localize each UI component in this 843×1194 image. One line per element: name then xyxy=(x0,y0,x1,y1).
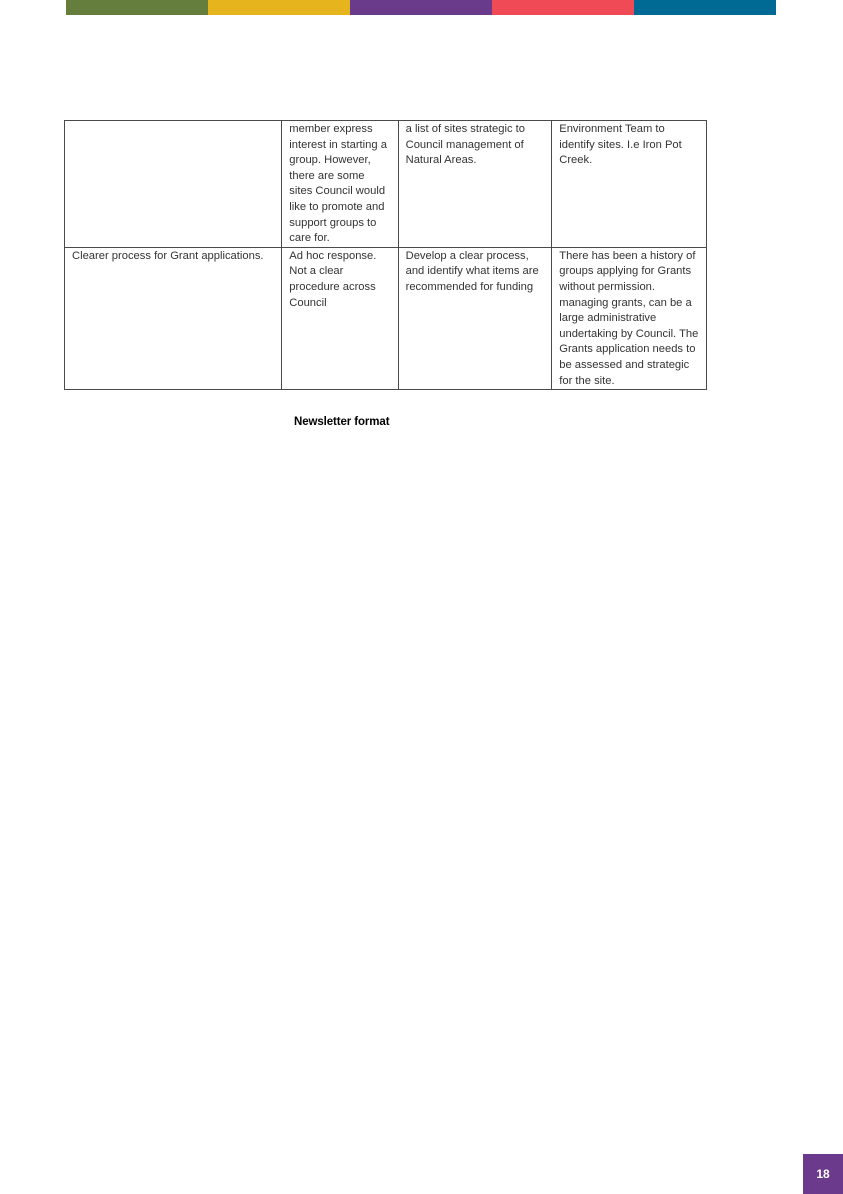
header-bar-segment-red xyxy=(492,0,634,15)
table-cell-action: a list of sites strategic to Council management of Natural Areas. xyxy=(398,121,552,248)
table-cell-notes: Environment Team to identify sites. I.e Iron Pot Creek. xyxy=(552,121,707,248)
table-cell-issue xyxy=(65,121,282,248)
header-bar-segment-green xyxy=(66,0,208,15)
table-cell-action: Develop a clear process, and identify what items are recommended for funding xyxy=(398,247,552,389)
table-cell-current: Ad hoc response. Not a clear procedure across Council xyxy=(282,247,398,389)
table-cell-notes: There has been a history of groups applying for Grants without permission. managing grants, can be a large administrative undertaking by Council. The Grants application needs to be assessed and strategic for the site. xyxy=(552,247,707,389)
table-cell-issue: Clearer process for Grant applications. xyxy=(65,247,282,389)
action-plan-table xyxy=(64,120,707,390)
header-bar-segment-purple xyxy=(350,0,492,15)
table-row xyxy=(65,121,707,248)
header-bar-segment-blue xyxy=(634,0,776,15)
section-heading: Newsletter format xyxy=(294,416,390,428)
page-number-badge xyxy=(803,1154,843,1194)
header-bar-segment-yellow xyxy=(208,0,350,15)
table-row xyxy=(65,247,707,389)
header-color-bar xyxy=(66,0,776,15)
page-number: 18 xyxy=(816,1167,830,1181)
table-cell-current: member express interest in starting a group. However, there are some sites Council would like to promote and support groups to care for. xyxy=(282,121,398,248)
